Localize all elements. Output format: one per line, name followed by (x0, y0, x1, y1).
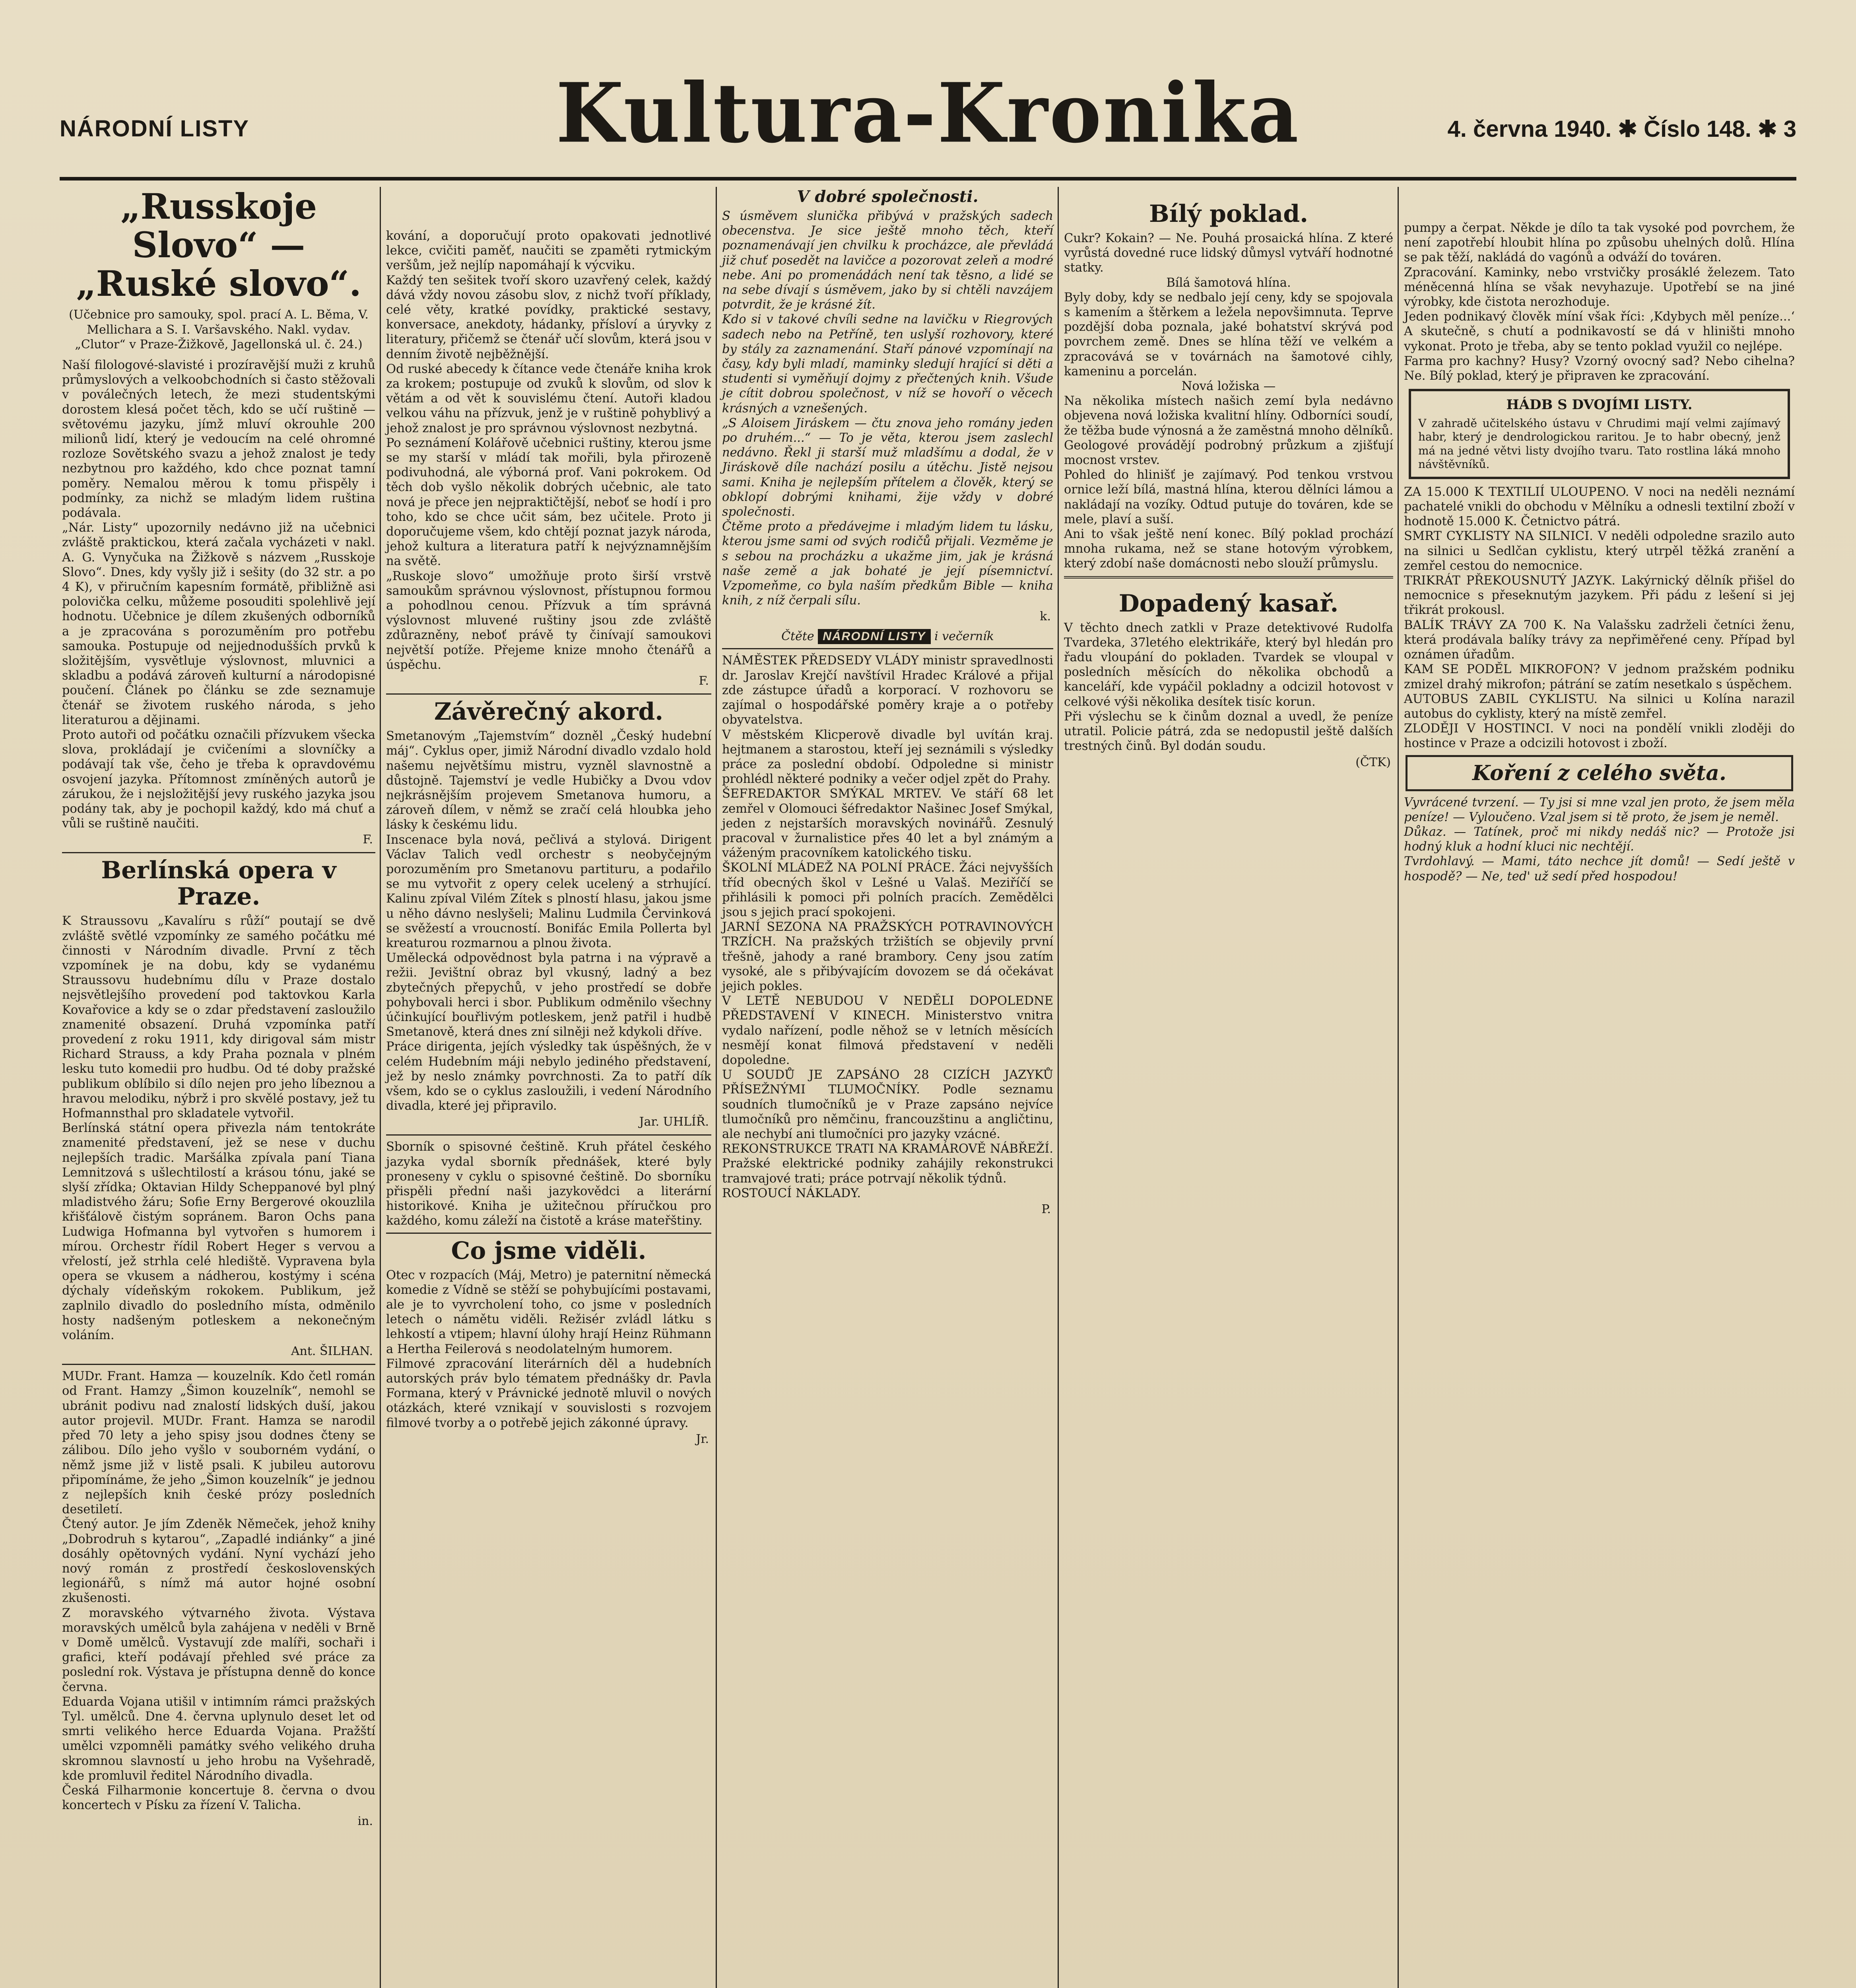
read-ad (720, 629, 1056, 644)
article-paragraph: pumpy a čerpat. Někde je dílo ta tak vysoké pod povrchem, že není zapotřebí hloubit hlína po způsobu uhelných dolů. Hlína se pak těží, nakládá do vagónů a odváží do továren. (1404, 221, 1795, 265)
article-paragraph: „Nár. Listy“ upozornily nedávno již na učebnici zvláště praktickou, která začala vycházeti v nakl. A. G. Vynyčuka na Žižkově s názvem „Russkoje Slovo“. Dnes, kdy vyšly již i sešity (do 32 str. a po 4 K), v přiručním kapesním formátě, přibližně asi polovička celku, můžeme posouditi spolehlivě její hodnotu. Učebnice je dílem zkušených odborníků a je zpracována s porozuměním pro potřebu samouka. Postupuje od nejjednodušších prvků k složitějším, vysvětluje výslovnost, mluvnici a skladbu a podává zároveň kulturní a národopisné poučení. Článek po článku se zde seznamuje čtenář se životem ruského národa, s jeho literaturou a dějinami. (62, 521, 375, 727)
headline-bily-poklad: Bílý poklad. (1149, 200, 1309, 228)
article-paragraph: Pohled do hlinišť je zajímavý. Pod tenkou vrstvou ornice leží bílá, mastná hlína, kterou dělníci lámou a nakládají na vozíky. Odtud putuje do továren, kde se mele, plaví a suší. (1064, 468, 1393, 526)
news-item: JARNÍ SEZONA NA PRAŽSKÝCH POTRAVINOVÝCH TRZÍCH. Na pražských tržištích se objevily první třešně, jahody a rané brambory. Ceny jsou zatím vysoké, ale s přibývajícím dovozem se dá očekávat jejich pokles. (722, 920, 1053, 993)
column-2 (384, 185, 714, 1988)
divider (62, 852, 375, 853)
headline-berlin-opera: Berlínská opera v Praze. (101, 856, 336, 911)
article-paragraph: Otec v rozpacích (Máj, Metro) je paternitní německá komedie z Vídně se stěží se pohybujícími postavami, ale je to vyvrcholení toho, co jsme v posledních letech o námětu viděli. Režisér zvládl látku s lehkostí a vtipem; hlavní úlohy hrají Heinz Rühmann a Hertha Feilerová s neodolatelným humorem. (386, 1268, 711, 1356)
news-item: MUDr. Frant. Hamza — kouzelník. Kdo četl román od Frant. Hamzy „Šimon kouzelník“, nemohl se ubránit podivu nad znalostí lidských duší, jakou autor projevil. MUDr. Frant. Hamza se narodil před 70 lety a jeho spisy jsou dodnes čteny se zálibou. Dílo jeho vyšlo v souborném vydání, o němž jsme již v listě psali. K jubileu autorovu připomínáme, že jeho „Šimon kouzelník“ je jednou z nejlepších knih české prózy posledních desetiletí. (62, 1369, 375, 1517)
author-signature: in. (357, 1814, 373, 1829)
article-paragraph: Umělecká odpovědnost byla patrna i na výpravě a režii. Jevištní obraz byl vkusný, ladný a bez zbytečných přepychů, v jeho prostředí se dobře pohybovali herci i sbor. Publikum odměnilo všechny účinkující bouřlivým potleskem, jenž patřil i hudbě Smetanově, která dnes zní silněji než kdykoli dříve. (386, 951, 711, 1039)
article-subhead: Bílá šamotová hlína. (1166, 276, 1291, 290)
article-paragraph: „Ruskoje slovo“ umožňuje proto širší vrstvě samoukům správnou výslovnost, přístupnou formou a pohodlnou cenou. Přízvuk a tím správná výslovnost mluvené ruštiny jsou zde zvláště zdůrazněny, neboť právě ty činívají samoukovi největší potíže. Přejeme knize mnoho čtenářů a úspěchu. (386, 569, 711, 672)
news-item: ROSTOUCÍ NÁKLADY. (722, 1186, 861, 1200)
article-paragraph: Na několika místech našich zemí byla nedávno objevena nová ložiska kvalitní hlíny. Odborníci soudí, že těžba bude výnosná a že zaměstná mnoho dělníků. Geologové provádějí podrobný průzkum a zjišťují mocnost vrstev. (1064, 394, 1393, 468)
article-paragraph: Filmové zpracování literárních děl a hudebních autorských práv bylo tématem přednášky dr. Pavla Formana, který v Právnické jednotě mluvil o nových otázkách, které vznikají v souvislosti s rozvojem filmové tvorby a o potřebě jejich zákonné úpravy. (386, 1357, 711, 1430)
news-item: Eduarda Vojana utišil v intimním rámci pražských Tyl. umělců. Dne 4. června uplynulo deset let od smrti velikého herce Eduarda Vojana. Pražští umělci vzpomněli památky svého velikého druha skromnou slavností u jeho hrobu na Vyšehradě, kde promluvil ředitel Národního divadla. (62, 1695, 375, 1783)
joke: Vyvrácené tvrzení. — Ty jsi si mne vzal jen proto, že jsem měla peníze! — Vyloučeno. Vzal jsem si tě proto, že jsem je neměl. (1404, 795, 1795, 824)
news-item: BALÍK TRÁVY ZA 700 K. Na Valašsku zadrželi četníci ženu, která prodávala balíky trávy za nepřiměřené ceny. Případ byl oznámen úřadům. (1404, 618, 1795, 662)
column-divider (380, 187, 381, 1988)
headline-dopadeny-kasar: Dopadený kasař. (1118, 589, 1339, 617)
news-item: TRIKRÁT PŘEKOUSNUTÝ JAZYK. Lakýrnický dělník přišel do nemocnice s přeseknutým jazykem. Při pádu z lešení si jej třikrát prokousl. (1404, 574, 1795, 617)
notice-text: V zahradě učitelského ústavu v Chrudimi mají velmi zajímavý habr, který je dendrologickou raritou. Je to habr obecný, jenž má na jedné větvi listy dvojího tvaru. Tato rostlina láká mnoho návštěvníků. (1418, 417, 1780, 471)
divider (386, 1134, 711, 1136)
article-paragraph: Jeden podnikavý člověk míní však říci: ‚Kdybych měl peníze...‘ A skutečně, s chutí a podnikavostí se dá v hliništi mnoho vykonat. Proto je třeba, aby se tento poklad využil co nejlépe. (1404, 310, 1795, 353)
column-4 (1062, 185, 1396, 1988)
article-paragraph: Cukr? Kokain? — Ne. Pouhá prosaická hlína. Z které vyrůstá dovedné ruce lidský důmysl vytváří hodnotné statky. (1064, 231, 1393, 275)
article-paragraph: Farma pro kachny? Husy? Vzorný ovocný sad? Nebo cihelna? Ne. Bílý poklad, který je připraven ke zpracování. (1404, 354, 1795, 383)
article-paragraph: Smetanovým „Tajemstvím“ dozněl „Český hudební máj“. Cyklus oper, jimiž Národní divadlo vzdalo hold našemu největšímu mistru, vyzněl slavnostně a důstojně. Tajemství je vedle Hubičky a Dvou vdov nejkrásnějším projevem Smetanova humoru, a zároveň dílem, v němž se zračí celá hloubka jeho lásky k českému lidu. (386, 729, 711, 832)
issue-date: 4. června 1940. ✱ Číslo 148. ✱ 3 (1447, 116, 1796, 142)
news-item: V městském Klicperově divadle byl uvítán kraj. hejtmanem a starostou, kteří jej seznámili s výsledky práce za poslední období. Odpoledne si ministr prohlédl některé podniky a večer odjel zpět do Prahy. (722, 728, 1053, 786)
news-item: ŠEFREDAKTOR SMÝKAL MRTEV. Ve stáří 68 let zemřel v Olomouci šéfredaktor Našinec Josef Smýkal, jeden z nejstarších moravských novinářů. Zesnulý pracoval v žurnalistice přes 40 let a byl známým a váženým pracovníkem katolického tisku. (722, 787, 1053, 860)
article-paragraph: V těchto dnech zatkli v Praze detektivové Rudolfa Tvardeka, 37letého elektrikáře, který byl hledán pro řadu vloupání do pokladen. Tvardek se vloupal v posledních měsících do několika obchodů a kanceláří, kde vypáčil pokladny a odcizil hotovost v celkové výši několika desítek tisíc korun. (1064, 621, 1393, 709)
koreni-title: Koření z celého světa. (1472, 761, 1727, 785)
headline-russkoje-slovo: „Russkoje Slovo“ — „Ruské slovo“. (76, 186, 361, 304)
section-title: Kultura-Kronika (556, 65, 1300, 161)
headline-zaverecny-akord: Závěrečný akord. (434, 698, 664, 726)
news-item: Sborník o spisovné češtině. Kruh přátel českého jazyka vydal sborník přednášek, které byly proneseny v cyklu o spisovné češtině. Do sborníku přispěli přední naši jazykovědci a literární historikové. Kniha je užitečnou příručkou pro každého, komu záleží na čistotě a kráse mateřštiny. (386, 1140, 711, 1228)
article-paragraph: kování, a doporučují proto opakovati jednotlivé lekce, cvičiti paměť, naučiti se zpaměti rytmickým veršům, jež nejlíp napomáhají k výcviku. (386, 229, 711, 273)
notice-title: HÁDB S DVOJÍMI LISTY. (1506, 397, 1693, 413)
article-paragraph: S úsměvem slunička přibývá v pražských sadech obecenstva. Je sice ještě mnoho těch, kteří poznamenávají jen chvilku k procházce, ale převládá již chuť posedět na lavičce a pozorovat zeleň a modré nebe. Ani po promenádách není tak těsno, a lidé se na sebe dívají s úsměvem, jako by si chtěli navzájem potvrdit, že je krásné žít. (722, 209, 1053, 312)
column-divider (1398, 187, 1399, 1988)
divider (722, 648, 1053, 649)
column-1 (60, 185, 378, 1988)
news-item: ŠKOLNÍ MLÁDEŽ NA POLNÍ PRÁCE. Žáci nejvyšších tříd obecných škol v Lešné u Valaš. Meziříčí se přihlásili k pomoci při polních pracích. Zemědělci jsou s jejich prací spokojeni. (722, 861, 1053, 919)
read-ad-logo: NÁRODNÍ LISTY (818, 629, 930, 644)
news-item: SMRT CYKLISTY NA SILNICI. V neděli odpoledne srazilo auto na silnici u Sedlčan cyklistu, který utrpěl těžká zranění a zemřel cestou do nemocnice. (1404, 529, 1795, 573)
article-paragraph: Proto autoři od počátku označili přízvukem všecka slova, prokládají je cvičeními a slovníčky a podávají tak vše, čeho je třeba k opravdovému osvojení jazyka. Přítomnost zmíněných autorů je zárukou, že i nejsložitější jevy ruského jazyka jsou podány tak, aby je pochopil každý, kdo má chuť a vůli se ruštině naučiti. (62, 728, 375, 831)
divider (62, 1364, 375, 1365)
news-item: KAM SE PODĚL MIKROFON? V jednom pražském podniku zmizel drahý mikrofon; pátrání se zatím nesetkalo s úspěchem. (1404, 662, 1795, 691)
article-paragraph: Berlínská státní opera přivezla nám tentokráte znamenité představení, jež se nese v duchu nejlepších tradic. Maršálka zpívala paní Tiana Lemnitzová s ušlechtilostí a krásou tónu, jaké se slyší zřídka; Oktavian Hildy Scheppanové byl plný mladistvého žáru; Sofie Erny Bergerové okouzlila křišťálově čistým sopránem. Baron Ochs pana Ludwiga Hofmanna byl vytvořen s humorem i mírou. Orchestr řídil Robert Heger s vervou a vřelostí, jež strhla celé hlediště. Vypravena byla opera se vkusem a nádherou, kostýmy i scéna dýchaly vídeňským rokokem. Publikum, jež zaplnilo divadlo do posledního místa, odměnilo hosty nadšeným potleskem a nekonečným voláním. (62, 1121, 375, 1343)
news-item: V LETĚ NEBUDOU V NEDĚLI DOPOLEDNE PŘEDSTAVENÍ V KINECH. Ministerstvo vnitra vydalo nařízení, podle něhož se v letních měsících nesmějí konat filmová představení v neděli dopoledne. (722, 994, 1053, 1067)
divider (1064, 576, 1393, 579)
article-paragraph: Ani to však ještě není konec. Bílý poklad prochází mnoha rukama, než se stane hotovým výrobkem, který zdobí naše domácnosti nebo slouží průmyslu. (1064, 527, 1393, 571)
news-item: U SOUDŮ JE ZAPSÁNO 28 CIZÍCH JAZYKŮ PŘÍSEŽNÝMI TLUMOČNÍKY. Podle seznamu soudních tlumočníků je v Praze zapsáno nejvíce tlumočníků pro němčinu, francouzštinu a angličtinu, ale nechybí ani tlumočníci pro jazyky vzácné. (722, 1068, 1053, 1141)
news-item: AUTOBUS ZABIL CYKLISTU. Na silnici u Kolína narazil autobus do cyklisty, který na místě zemřel. (1404, 692, 1795, 721)
read-ad-text: i večerník (934, 629, 994, 644)
spacer (1402, 185, 1797, 221)
article-paragraph: Při výslechu se k činům doznal a uvedl, že peníze utratil. Policie pátrá, zda se nedopustil ještě dalších trestných činů. Byl dodán soudu. (1064, 709, 1393, 753)
article-paragraph: Naší filologové-slavisté i prozíravější muži z kruhů průmyslových a velkoobchodních si často stěžovali v poválečných letech, že mezi studentskými dorostem klesá počet těch, kdo se učí ruštině — světovému jazyku, jímž mluví okrouhle 200 milionů lidí, který je vedoucím na celé ohromné rozloze Sovětského svazu a jehož znalost je tedy nezbytnou pro každého, kdo chce poznat tamní poměry. Nemalou měrou k tomu přispěly i podmínky, za nichž se mladým lidem ruština podávala. (62, 358, 375, 520)
article-paragraph: Práce dirigenta, jejích výsledky tak úspěšných, že v celém Hudebním máji nebylo jediného představení, jež by neslo známky povrchnosti. Za to patří dík všem, kdo se o cyklus zasloužili, i vedení Národního divadla, které jej připravilo. (386, 1040, 711, 1113)
news-item: Česká Filharmonie koncertuje 8. června o dvou koncertech v Písku za řízení V. Talicha. (62, 1783, 375, 1813)
author-signature: F. (363, 833, 373, 847)
divider (386, 693, 711, 695)
koreni-box (1406, 755, 1793, 791)
column-5 (1402, 185, 1797, 1988)
column-3 (720, 185, 1056, 1988)
book-info: (Učebnice pro samouky, spol. prací A. L. Běma, V. Mellichara a S. I. Varšavského. Nakl. vydav. „Clutor“ v Praze-Žižkově, Jagellonská ul. č. 24.) (69, 308, 369, 352)
author-signature: Jr. (696, 1432, 709, 1446)
notice-box (1409, 389, 1790, 479)
read-ad-text: Čtěte (781, 629, 814, 644)
column-divider (716, 187, 717, 1988)
joke: Důkaz. — Tatínek, proč mi nikdy nedáš nic? — Protože jsi hodný kluk a hodní kluci nic nechtějí. (1404, 825, 1795, 854)
divider (386, 1233, 711, 1234)
column-divider (1058, 187, 1059, 1988)
article-paragraph: Každý ten sešitek tvoří skoro uzavřený celek, každý dává vždy novou zásobu slov, z nichž tvoří příklady, celé věty, kratké povídky, praktické sestavy, konversace, anekdoty, hádanky, přísloví a úryvky z literatury, přičemž se čtenář učí slovům, která jsou v denním životě nejběžnější. (386, 273, 711, 361)
news-item: Z moravského výtvarného života. Výstava moravských umělců byla zahájena v neděli v Brně v Domě umělců. Vystavují zde malíři, sochaři i grafici, kteří podávají přehled své práce za poslední rok. Výstava je přístupna denně do konce června. (62, 1606, 375, 1694)
article-paragraph: „S Aloisem Jiráskem — čtu znova jeho romány jeden po druhém...“ — To je věta, kterou jsem zaslechl nedávno. Řekl ji starší muž mladšímu a dodal, že v Jiráskově díle nachází posilu a útěchu. Jistě nejsou sami. Kniha je nejlepším přítelem a člověk, který se obklopí dobrými knihami, žije vždy v dobré společnosti. (722, 416, 1053, 519)
article-paragraph: K Straussovu „Kavalíru s růží“ poutají se dvě zvláště světlé vzpomínky ze samého počátku mé činnosti v Národním divadle. První z těch vzpomínek je na dobu, kdy se vydanému Straussovu hudebnímu dílu v Praze dostalo nejsvětlejšího provedení pod taktovkou Karla Kovařovice a kdy se o zdar představení zasloužilo znamenité obsazení. Druhá vzpomínka patří provedení z roku 1911, kdy dirigoval sám mistr Richard Strauss, a kdy Praha poznala v plném lesku tuto komedii pro hudbu. Od té doby pražské publikum oblíbilo si dílo nejen pro jeho líbeznou a hravou melodiku, nýbrž i pro skvělé postavy, jež tu Hofmannsthal pro skladatele vytvořil. (62, 914, 375, 1121)
article-paragraph: Zpracování. Kaminky, nebo vrstvičky prosáklé železem. Tato méněcenná hlína se však nevyhazuje. Upotřebí se na jiné výrobky, kde čistota nerozhoduje. (1404, 265, 1795, 309)
news-item: ZLODĚJI V HOSTINCI. V noci na pondělí vnikli zloději do hostince v Praze a odcizili hotovost i zboží. (1404, 722, 1795, 751)
author-signature: Jar. UHLÍŘ. (639, 1115, 709, 1129)
headline-dobre-spolecnosti: V dobré společnosti. (797, 187, 978, 206)
headline-co-jsme-videli: Co jsme viděli. (451, 1237, 646, 1265)
article-paragraph: Čtěme proto a předávejme i mladým lidem tu lásku, kterou jsme sami od svých rodičů přijali. Vezměme je s sebou na procházku a ukažme jim, jak je krásná naše země a jak bohaté je její písemnictví. Vzpomeňme, co byla naším předkům Bible — kniha knih, z níž čerpali sílu. (722, 520, 1053, 608)
news-item: ZA 15.000 K TEXTILIÍ ULOUPENO. V noci na neděli neznámí pachatelé vnikli do obchodu v Mělníku a odnesli textilní zboží v hodnotě 15.000 K. Četnictvo pátrá. (1404, 485, 1795, 529)
joke: Tvrdohlavý. — Mami, táto nechce jít domů! — Sedí ještě v hospodě? — Ne, ted' už sedí před hospodou! (1404, 854, 1795, 883)
article-subhead: Nová ložiska — (1181, 379, 1276, 394)
article-paragraph: Byly doby, kdy se nedbalo její ceny, kdy se spojovala s kamením a štěrkem a ležela nepovšimnuta. Teprve pozdější doba poznala, jaké bohatství skrývá pod povrchem země. Dnes se hlína těží ve velkém a zpracovává se v továrnách na šamotové cihly, kameninu a porcelán. (1064, 290, 1393, 379)
news-item: Čtený autor. Je jím Zdeněk Němeček, jehož knihy „Dobrodruh s kytarou“, „Zapadlé indiánky“ a jiné dosáhly opětovných vydání. Nyní vychází jeho nový román z prostředí československých legionářů, s nímž má autor hojné osobní zkušenosti. (62, 1517, 375, 1606)
article-paragraph: Po seznámení Kolářově učebnici ruštiny, kterou jsme se my starší v mládí tak mořili, byla přirozeně podivuhodná, ale výborná prof. Vani pokrokem. Od těch dob vyšlo několik dobrých učebnic, ale tato nová je přece jen nejpraktičtější, neboť se hodí i pro toho, kdo se chce učit sám, bez učitele. Proto ji doporučujeme všem, kdo chtějí poznat jazyk národa, jehož kultura a literatura patří k nejvýznamnějším na světě. (386, 436, 711, 569)
news-item: NÁMĚSTEK PŘEDSEDY VLÁDY ministr spravedlnosti dr. Jaroslav Krejčí navštívil Hradec Králové a přijal zde zástupce úřadů a korporací. V rozhovoru se zajímal o hospodářské poměry kraje a o potřeby obyvatelstva. (722, 654, 1053, 727)
article-paragraph: Kdo si v takové chvíli sedne na lavičku v Riegrových sadech nebo na Petříně, ten uslyší rozhovory, které by stály za zaznamenání. Staří pánové vzpomínají na časy, kdy byli mladí, maminky sledují hrající si děti a studenti si vyměňují dojmy z přečtených knih. Všude je cítit dobrou společnost, v níž se hovoří o věcech krásných a vznešených. (722, 313, 1053, 415)
author-signature: P. (1041, 1202, 1051, 1216)
news-item: REKONSTRUKCE TRATI NA KRAMÁROVĚ NÁBŘEŽÍ. Pražské elektrické podniky zahájily rekonstrukci tramvajové trati; práce potrvají několik týdnů. (722, 1142, 1053, 1186)
author-signature: Ant. ŠILHAN. (291, 1344, 373, 1359)
article-paragraph: Inscenace byla nová, pečlivá a stylová. Dirigent Václav Talich vedl orchestr s neobyčejným porozuměním pro Smetanovu partituru, a podařilo se mu vytvořit z opery celek ucelený a strhující. Kalinu zpíval Vilém Zítek s plností hlasu, jakou jsme u něho dávno neslyšeli; Malinu Ludmila Červinková se svěžestí a vroucností. Bonifác Emila Pollerta byl kreaturou rozmarnou a plnou života. (386, 833, 711, 950)
masthead (60, 65, 1796, 171)
author-signature: (ČTK) (1355, 755, 1391, 769)
author-signature: k. (1040, 610, 1051, 624)
spacer (384, 185, 714, 229)
article-paragraph: Od ruské abecedy k čítance vede čtenáře kniha krok za krokem; postupuje od zvuků k slovům, od slov k větám a od vět k souvislému čtení. Autoři kladou velkou váhu na přízvuk, jenž je v ruštině pohyblivý a jehož znalost je pro správnou výslovnost nezbytná. (386, 362, 711, 435)
masthead-rule (60, 177, 1796, 181)
newspaper-name: NÁRODNÍ LISTY (60, 116, 250, 142)
author-signature: F. (699, 674, 709, 688)
